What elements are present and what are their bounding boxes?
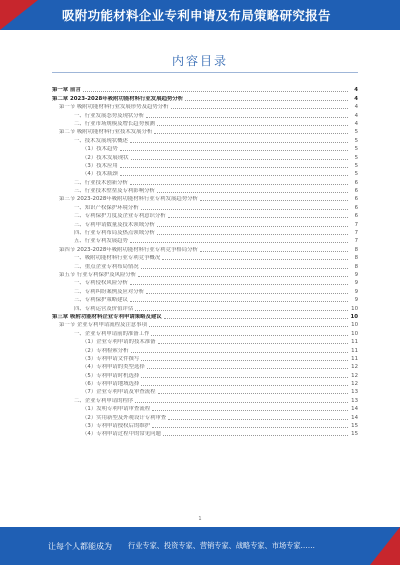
toc-leader-dots (120, 167, 348, 168)
toc-entry-label: （5）专利申请时机选择 (82, 372, 140, 379)
toc-entry[interactable] (52, 413, 358, 421)
toc-leader-dots (149, 326, 348, 327)
toc-entry-page: 6 (354, 196, 358, 203)
toc-entry-page: 9 (354, 271, 358, 278)
toc-leader-dots (146, 293, 348, 294)
toc-entry[interactable] (52, 145, 358, 153)
toc-entry-label: （6）专利申请地域选择 (82, 381, 140, 388)
toc-entry-page: 8 (354, 263, 358, 270)
toc-entry-label: （1）发明专利申请审查流程 (82, 406, 151, 413)
toc-entry[interactable] (52, 422, 358, 430)
toc-entry-page: 4 (354, 87, 358, 94)
toc-entry-page: 6 (354, 188, 358, 195)
toc-entry-label: 二、行业市场规模及增长趋势预测 (74, 120, 155, 127)
toc-entry-page: 9 (354, 280, 358, 287)
toc-entry-label: 第五节 行业专利保护及风险分析 (59, 271, 137, 278)
toc-entry-page: 4 (354, 120, 358, 127)
toc-leader-dots (130, 284, 348, 285)
toc-entry[interactable] (52, 128, 358, 136)
toc-entry-label: 一、吸附功能材料行业专利竞争概况 (74, 255, 161, 262)
toc-entry-label: （1）企业专利申请的技术准备 (82, 339, 156, 346)
toc-entry-label: （3）专利申请授权后的维护 (82, 423, 151, 430)
toc-entry-label: 四、专利运营及价值评估 (74, 305, 134, 312)
toc-entry[interactable] (52, 346, 358, 354)
toc-entry[interactable] (52, 120, 358, 128)
toc-entry-label: 二、重点企业专利布局情况 (74, 263, 139, 270)
toc-entry-page: 10 (351, 322, 358, 329)
toc-entry-page: 7 (354, 238, 358, 245)
toc-entry-label: （2）实用新型及外观设计专利审查 (82, 414, 167, 421)
toc-heading-divider (52, 72, 358, 73)
toc-entry-page: 4 (354, 112, 358, 119)
toc-entry-page: 6 (354, 204, 358, 211)
toc-leader-dots (138, 276, 348, 277)
toc-leader-dots (131, 159, 348, 160)
toc-entry[interactable] (52, 371, 358, 379)
toc-entry[interactable] (52, 380, 358, 388)
toc-entry-label: （4）专利申请的类型选择 (82, 364, 145, 371)
toc-entry-label: 第四节 2023-2028年吸附功能材料行业专利竞争格局分析 (59, 246, 198, 253)
toc-leader-dots (130, 184, 348, 185)
toc-entry-label: 第一节 吸附功能材料行业发展形势及趋势分析 (59, 104, 169, 111)
toc-entry-page: 8 (354, 246, 358, 253)
toc-leader-dots (83, 91, 348, 92)
footer-slogan: 让每个人都能成为 (48, 542, 112, 551)
toc-entry[interactable] (52, 304, 358, 312)
toc-leader-dots (141, 209, 348, 210)
toc-leader-dots (131, 352, 348, 353)
toc-entry-label: 一、专利侵权风险分析 (74, 280, 128, 287)
toc-entry-label: 第一章 前言 (52, 87, 81, 94)
toc-entry[interactable] (52, 430, 358, 438)
toc-entry-label: 三、专利申请数量及技术领域分析 (74, 221, 155, 228)
toc-leader-dots (141, 360, 348, 361)
toc-entry-page: 15 (351, 423, 358, 430)
toc-entry-page: 7 (354, 230, 358, 237)
toc-entry-label: 二、专利保护力度及企业专利意识分析 (74, 213, 166, 220)
toc-leader-dots (158, 343, 348, 344)
toc-entry-page: 15 (351, 431, 358, 438)
toc-entry-page: 4 (354, 104, 358, 111)
toc-entry-label: （2）技术发展现状 (82, 154, 129, 161)
toc-entry[interactable] (52, 279, 358, 287)
toc-entry[interactable] (52, 229, 358, 237)
toc-entry[interactable] (52, 363, 358, 371)
toc-entry-label: （2）专利检索分析 (82, 347, 129, 354)
toc-entry-page: 7 (354, 221, 358, 228)
toc-leader-dots (158, 393, 348, 394)
toc-leader-dots (162, 259, 348, 260)
report-footer (0, 527, 400, 565)
toc-entry[interactable] (52, 136, 358, 144)
toc-entry-label: 一、知识产权保护环境分析 (74, 204, 139, 211)
toc-entry-page: 12 (351, 381, 358, 388)
toc-entry[interactable] (52, 296, 358, 304)
toc-leader-dots (171, 108, 348, 109)
toc-entry[interactable] (52, 355, 358, 363)
toc-entry-page: 4 (354, 95, 358, 102)
toc-entry[interactable] (52, 220, 358, 228)
toc-entry[interactable] (52, 153, 358, 161)
toc-entry[interactable] (52, 103, 358, 111)
toc-leader-dots (147, 368, 348, 369)
toc-entry-page: 6 (354, 213, 358, 220)
toc-entry-page: 10 (351, 330, 358, 337)
toc-entry-page: 10 (350, 313, 358, 320)
toc-leader-dots (130, 301, 348, 302)
toc-leader-dots (163, 435, 348, 436)
toc-entry[interactable] (52, 94, 358, 102)
footer-accent-corner (370, 527, 400, 565)
toc-entry-label: 五、行业专利发展趋势 (74, 238, 128, 245)
toc-entry[interactable] (52, 329, 358, 337)
toc-entry-label: （4）专利申请过程中的常见问题 (82, 431, 161, 438)
toc-leader-dots (154, 133, 348, 134)
toc-leader-dots (168, 419, 348, 420)
toc-leader-dots (200, 200, 348, 201)
toc-leader-dots (130, 242, 348, 243)
toc-entry[interactable] (52, 162, 358, 170)
toc-entry-label: 第二章 2023-2028年吸附功能材料行业发展趋势分析 (52, 95, 184, 102)
toc-entry[interactable] (52, 388, 358, 396)
report-header (0, 0, 400, 30)
toc-entry[interactable] (52, 262, 358, 270)
toc-entry-label: （4）技术瓶颈 (82, 171, 118, 178)
toc-entry[interactable] (52, 111, 358, 119)
toc-entry-label: 二、行业技术创新分析 (74, 179, 128, 186)
toc-entry[interactable] (52, 187, 358, 195)
toc-entry-label: 三、行业技术壁垒及专利影响分析 (74, 188, 155, 195)
toc-leader-dots (157, 125, 348, 126)
toc-entry-page: 9 (354, 297, 358, 304)
toc-entry[interactable] (52, 203, 358, 211)
toc-entry[interactable] (52, 405, 358, 413)
report-title: 吸附功能材料企业专利申请及布局策略研究报告 (62, 8, 331, 23)
toc-entry[interactable] (52, 178, 358, 186)
toc-entry-page: 5 (354, 171, 358, 178)
header-accent-corner (0, 0, 38, 30)
toc-entry-page: 5 (354, 162, 358, 169)
toc-heading: 内容目录 (171, 54, 228, 68)
toc-leader-dots (151, 335, 348, 336)
toc-entry-label: 第二节 吸附功能材料行业技术发展分析 (59, 129, 153, 136)
toc-entry[interactable] (52, 287, 358, 295)
toc-entry-label: 第一节 企业专利申请流程及注意事项 (59, 322, 147, 329)
toc-entry-page: 13 (351, 389, 358, 396)
toc-entry[interactable] (52, 195, 358, 203)
toc-entry-label: 第三章 吸附功能材料企业专利申请策略及建议 (52, 313, 162, 320)
toc-leader-dots (135, 402, 348, 403)
toc-entry-page: 8 (354, 255, 358, 262)
toc-entry-page: 5 (354, 146, 358, 153)
toc-leader-dots (141, 385, 348, 386)
toc-entry[interactable] (52, 170, 358, 178)
footer-tagline: 行业专家、投资专家、营销专家、战略专家、市场专家…… (128, 541, 315, 550)
toc-entry-label: 一、企业专利申请前的准备工作 (74, 330, 150, 337)
toc-leader-dots (120, 175, 348, 176)
toc-leader-dots (120, 150, 348, 151)
toc-entry-page: 5 (354, 154, 358, 161)
toc-entry[interactable] (52, 396, 358, 404)
toc-entry-page: 12 (351, 372, 358, 379)
toc-leader-dots (157, 192, 348, 193)
table-of-contents (52, 86, 358, 438)
toc-entry-page: 14 (351, 414, 358, 421)
toc-entry[interactable] (52, 313, 358, 321)
toc-entry-page: 11 (351, 347, 358, 354)
toc-leader-dots (130, 142, 348, 143)
toc-leader-dots (157, 234, 348, 235)
toc-entry-page: 12 (351, 364, 358, 371)
toc-leader-dots (164, 318, 348, 319)
toc-entry-page: 13 (351, 397, 358, 404)
toc-entry-page: 6 (354, 179, 358, 186)
toc-entry-label: （1）技术趋势 (82, 146, 118, 153)
toc-entry-label: 四、行业专利布局及热点领域分析 (74, 230, 155, 237)
toc-entry-label: （7）企业专利申请及审查流程 (82, 389, 156, 396)
toc-entry[interactable] (52, 271, 358, 279)
toc-leader-dots (135, 310, 348, 311)
toc-entry-label: 第三节 2023-2028年吸附功能材料行业专利发展趋势分析 (59, 196, 198, 203)
toc-entry-label: （3）专利申请文件撰写 (82, 355, 140, 362)
toc-entry[interactable] (52, 86, 358, 94)
toc-entry[interactable] (52, 237, 358, 245)
toc-entry-label: 二、企业专利申请的程序 (74, 397, 134, 404)
toc-entry[interactable] (52, 245, 358, 253)
toc-leader-dots (141, 377, 348, 378)
toc-leader-dots (141, 268, 348, 269)
toc-leader-dots (185, 100, 348, 101)
toc-entry-page: 9 (354, 288, 358, 295)
toc-leader-dots (200, 251, 348, 252)
toc-leader-dots (168, 217, 348, 218)
toc-leader-dots (152, 427, 348, 428)
toc-leader-dots (157, 226, 348, 227)
toc-entry-page: 11 (351, 339, 358, 346)
toc-entry-label: 三、专利保护策略建议 (74, 297, 128, 304)
toc-entry-label: 二、专利纠纷案例及应对分析 (74, 288, 145, 295)
page-number: 1 (198, 516, 202, 522)
toc-entry-page: 10 (351, 305, 358, 312)
toc-entry[interactable] (52, 254, 358, 262)
toc-entry-label: 一、技术发展现状概述 (74, 137, 128, 144)
toc-entry-page: 11 (351, 355, 358, 362)
toc-entry[interactable] (52, 321, 358, 329)
toc-entry[interactable] (52, 338, 358, 346)
toc-entry-page: 5 (354, 137, 358, 144)
toc-entry-page: 5 (354, 129, 358, 136)
toc-entry-label: 一、行业发展态势及现状分析 (74, 112, 145, 119)
toc-entry[interactable] (52, 212, 358, 220)
toc-entry-label: （3）技术应用 (82, 162, 118, 169)
toc-entry-page: 14 (351, 406, 358, 413)
toc-leader-dots (152, 410, 348, 411)
toc-leader-dots (146, 117, 348, 118)
